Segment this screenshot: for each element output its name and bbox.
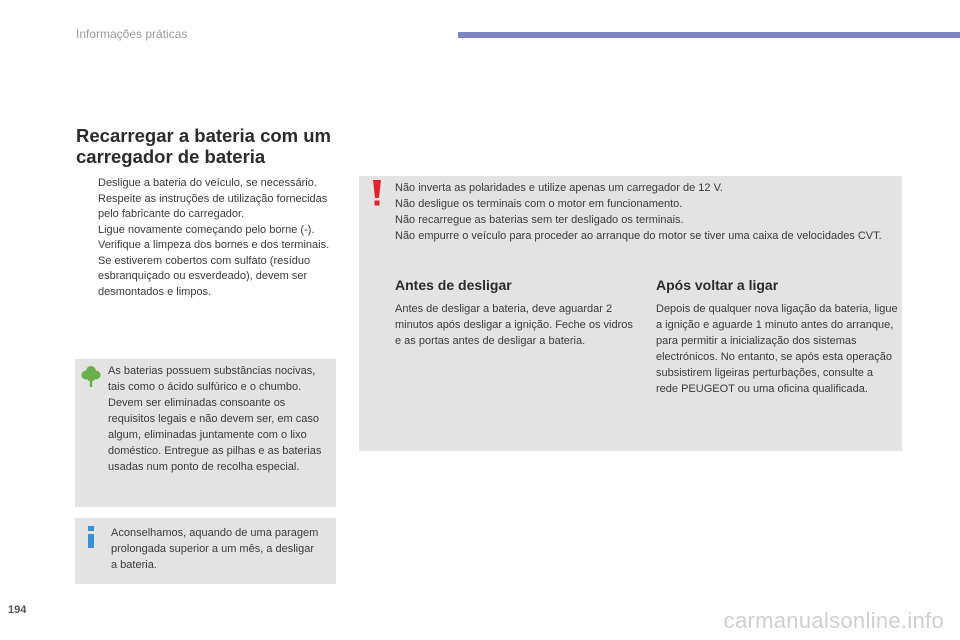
eco-note-box (75, 359, 336, 507)
instruction-list (76, 176, 338, 300)
exclamation-icon (372, 180, 382, 206)
warning-line: Não recarregue as baterias sem ter desligado os terminais. (395, 214, 684, 226)
page-title: Recarregar a bateria com um carregador de bateria (76, 125, 332, 167)
before-disconnect-title: Antes de desligar (395, 277, 512, 293)
page-number: 194 (8, 604, 27, 616)
eco-note-text: As baterias possuem substâncias nocivas, tais como o ácido sulfúrico e o chumbo. Devem ser eliminadas consoante os requisitos legais e não devem ser, em caso algum, eliminadas juntamente com o lixo doméstico. Entregue as pilhas e as baterias usadas num ponto de recolha especial. (108, 365, 322, 473)
watermark: carmanualsonline.info (723, 608, 944, 633)
list-item (76, 176, 338, 192)
header-accent-bar (458, 32, 960, 38)
list-item (76, 192, 338, 223)
list-item-text: Verifique a limpeza dos bornes e dos terminais. Se estiverem cobertos com sulfato (resíduo esbranquiçado ou esverdeado), devem ser desmontados e limpos. (98, 239, 330, 298)
list-item-text: Ligue novamente começando pelo borne (-). (98, 223, 315, 236)
list-item-text: Respeite as instruções de utilização fornecidas pelo fabricante do carregador. (98, 192, 328, 220)
list-item (76, 238, 338, 300)
warning-line: Não desligue os terminais com o motor em funcionamento. (395, 198, 683, 210)
list-item (76, 223, 338, 239)
tree-icon (81, 365, 101, 387)
warning-box (359, 176, 902, 451)
info-note-text: Aconselhamos, aquando de uma paragem prolongada superior a um mês, a desligar a bateria. (111, 527, 319, 571)
list-item-text: Desligue a bateria do veículo, se necessário. (98, 177, 317, 189)
after-reconnect-title: Após voltar a ligar (656, 277, 779, 293)
info-icon (85, 526, 97, 548)
header-title: Informações práticas (76, 27, 188, 41)
info-note-box (75, 518, 336, 584)
before-disconnect-text: Antes de desligar a bateria, deve aguardar 2 minutos após desligar a ignição. Feche os vidros e as portas antes de desligar a bateria. (395, 303, 633, 347)
warning-line: Não inverta as polaridades e utilize apenas um carregador de 12 V. (395, 182, 723, 194)
after-reconnect-text: Depois de qualquer nova ligação da bateria, ligue a ignição e aguarde 1 minuto antes do arranque, para permitir a inicialização dos sistemas electrónicos. No entanto, se após esta operação subsistirem ligeiras perturbações, consulte a rede PEUGEOT ou uma oficina qualificada. (656, 303, 898, 395)
warning-line: Não empurre o veículo para proceder ao arranque do motor se tiver uma caixa de velocidades CVT. (395, 230, 882, 242)
warning-text (395, 180, 895, 244)
